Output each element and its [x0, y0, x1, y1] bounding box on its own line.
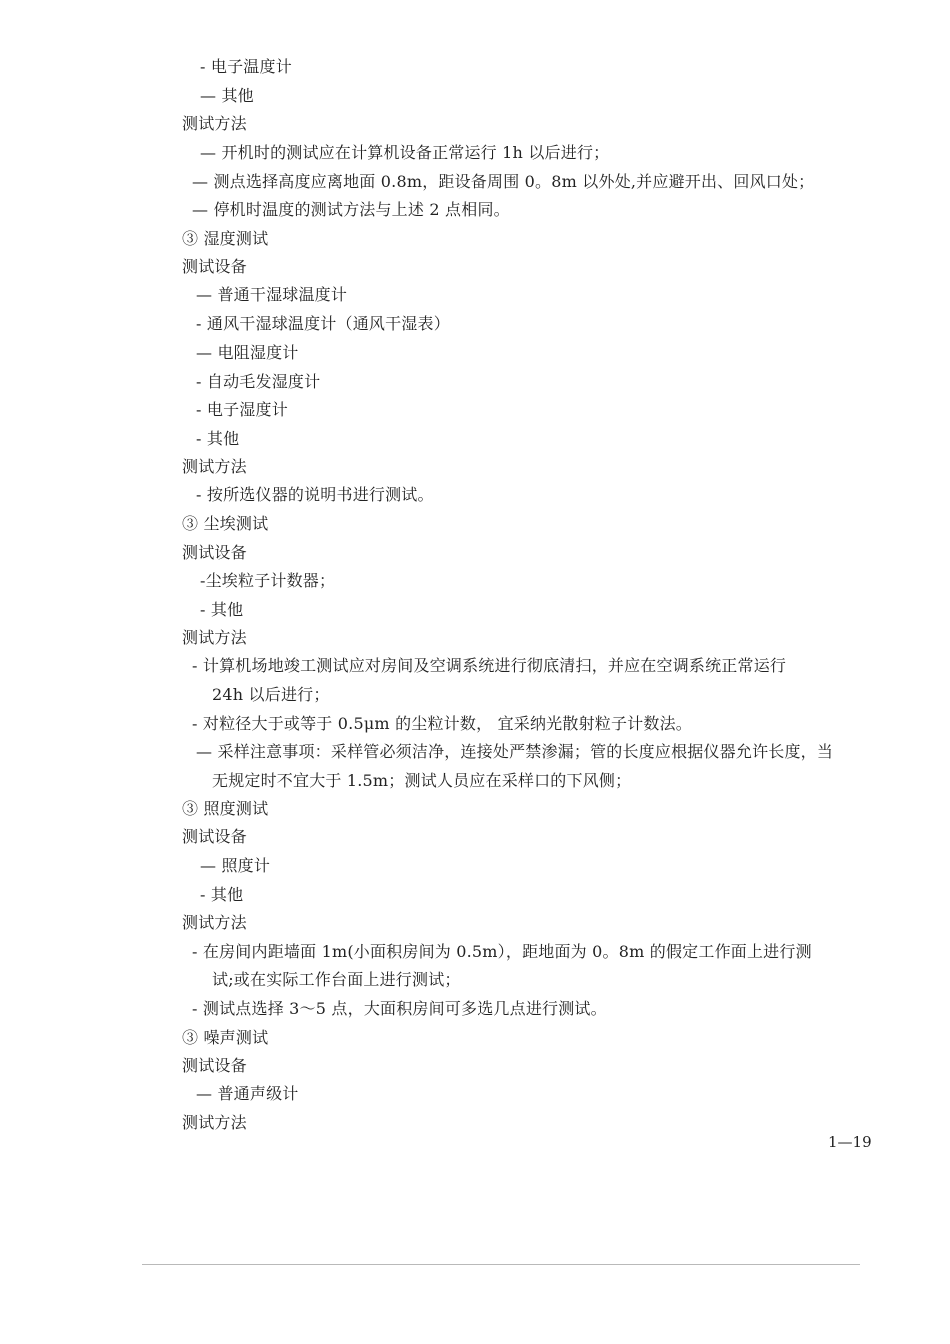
text-line: - 其他 — [196, 429, 240, 448]
section-subheading: 测试方法 — [182, 114, 247, 133]
text-line: - 对粒径大于或等于 0.5μm 的尘粒计数， 宜采纳光散射粒子计数法。 — [192, 714, 692, 733]
text-line-continuation: 无规定时不宜大于 1.5m；测试人员应在采样口的下风侧； — [212, 771, 632, 790]
section-subheading: 测试方法 — [182, 913, 247, 932]
section-subheading: 测试方法 — [182, 1113, 247, 1132]
text-line: - 在房间内距墙面 1m(小面积房间为 0.5m），距地面为 0。8m 的假定工作面上进行测 — [192, 942, 812, 961]
text-line: - 其他 — [200, 885, 244, 904]
text-line: — 普通干湿球温度计 — [196, 285, 348, 304]
text-line-continuation: 24h 以后进行； — [212, 685, 330, 704]
text-line: — 停机时温度的测试方法与上述 2 点相同。 — [192, 200, 510, 219]
section-heading: ③ 噪声测试 — [182, 1028, 269, 1047]
section-subheading: 测试方法 — [182, 457, 247, 476]
text-line: — 其他 — [200, 86, 254, 105]
text-line: - 其他 — [200, 600, 244, 619]
section-subheading: 测试设备 — [182, 257, 247, 276]
text-line: — 普通声级计 — [196, 1084, 299, 1103]
text-line: — 开机时的测试应在计算机设备正常运行 1h 以后进行； — [200, 143, 610, 162]
text-line: - 通风干湿球温度计（通风干湿表） — [196, 314, 450, 333]
section-subheading: 测试设备 — [182, 827, 247, 846]
section-heading: ③ 湿度测试 — [182, 229, 269, 248]
text-line: - 电子湿度计 — [196, 400, 288, 419]
text-line: - 计算机场地竣工测试应对房间及空调系统进行彻底清扫，并应在空调系统正常运行 — [192, 656, 787, 675]
text-line: - 电子温度计 — [200, 57, 292, 76]
text-line: - 按所选仪器的说明书进行测试。 — [196, 485, 434, 504]
text-line: — 采样注意事项：采样管必须洁净，连接处严禁渗漏；管的长度应根据仪器允许长度，当 — [196, 742, 834, 761]
text-line: — 电阻湿度计 — [196, 343, 299, 362]
section-subheading: 测试设备 — [182, 1056, 247, 1075]
page-number: 1—19 — [828, 1133, 872, 1151]
section-subheading: 测试方法 — [182, 628, 247, 647]
text-line: — 照度计 — [200, 856, 271, 875]
footer-divider — [142, 1264, 860, 1265]
text-line: - 自动毛发湿度计 — [196, 372, 321, 391]
section-subheading: 测试设备 — [182, 543, 247, 562]
section-heading: ③ 尘埃测试 — [182, 514, 269, 533]
text-line: - 测试点选择 3～5 点，大面积房间可多选几点进行测试。 — [192, 999, 607, 1018]
text-line: -尘埃粒子计数器； — [200, 571, 336, 590]
section-heading: ③ 照度测试 — [182, 799, 269, 818]
text-line: — 测点选择高度应离地面 0.8m，距设备周围 0。8m 以外处,并应避开出、回风口处； — [192, 172, 815, 191]
text-line-continuation: 试;或在实际工作台面上进行测试； — [212, 970, 461, 989]
